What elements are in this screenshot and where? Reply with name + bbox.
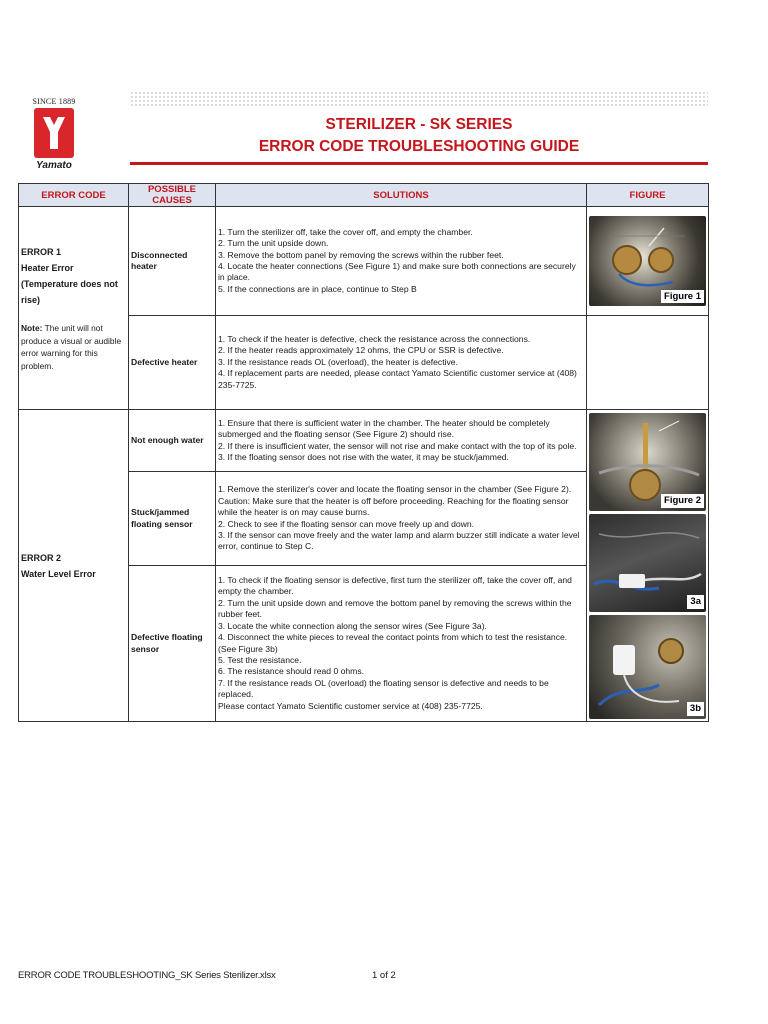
figure-empty-cell [587, 316, 709, 410]
contact-points-photo [589, 615, 706, 719]
heater-connections-photo [589, 216, 706, 306]
solution-step: 1. To check if the floating sensor is defective, first turn the sterilizer off, take the cover off, and empty the chamber. [218, 575, 572, 597]
solution-defective-floating-sensor [216, 566, 587, 722]
solution-step: 3. If the resistance reads OL (overload), the heater is defective. [218, 356, 458, 367]
solution-defective-heater [216, 316, 587, 410]
solution-step: 3. If the sensor can move freely and the water lamp and alarm buzzer still indicate a water level error, continue to Step C. [218, 529, 580, 552]
figure-2-label: Figure 2 [661, 494, 704, 507]
col-header-error-code: ERROR CODE [19, 184, 129, 207]
solution-step: 3. Locate the white connection along the sensor wires (See Figure 3a). [218, 620, 487, 631]
troubleshooting-table [18, 183, 709, 722]
col-header-solutions: SOLUTIONS [216, 184, 587, 207]
logo-wordmark: Yamato [36, 160, 72, 171]
solution-step: 4. If replacement parts are needed, please contact Yamato Scientific customer service at (408) 235-7725. [218, 368, 577, 390]
table-row [19, 410, 709, 472]
yamato-logo [31, 97, 77, 177]
solution-not-enough-water [216, 410, 587, 472]
title-divider [130, 162, 708, 165]
solution-step: Caution: Make sure that the heater is off before proceeding. Reaching for the floating sensor while the heater is on may cause burns. [218, 495, 569, 518]
solution-disconnected-heater [216, 207, 587, 316]
col-header-possible-causes: POSSIBLE CAUSES [129, 184, 216, 207]
solution-step: 1. Turn the sterilizer off, take the cover off, and empty the chamber. [218, 226, 473, 237]
solution-step: 7. If the resistance reads OL (overload) the floating sensor is defective and needs to be replaced. [218, 677, 549, 700]
floating-sensor-photo [589, 413, 706, 511]
title-line-2: ERROR CODE TROUBLESHOOTING GUIDE [258, 138, 580, 155]
error-1-cell [19, 207, 129, 410]
error-1-code: ERROR 1 [21, 247, 62, 257]
note-label: Note: [21, 323, 43, 333]
solution-step: 5. Test the resistance. [218, 654, 302, 665]
solution-step: 3. Remove the bottom panel by removing the screws within the rubber feet. [218, 249, 504, 260]
solution-step: 6. The resistance should read 0 ohms. [218, 666, 365, 677]
cause-defective-heater: Defective heater [129, 316, 216, 410]
figure-3a-label: 3a [687, 595, 704, 608]
page-title [130, 114, 708, 158]
figure-1-cell [587, 207, 709, 316]
cause-stuck-floating-sensor: Stuck/jammed floating sensor [129, 472, 216, 566]
yamato-logo-icon [34, 108, 74, 158]
solution-step: 2. Check to see if the floating sensor can move freely up and down. [218, 518, 475, 529]
cause-defective-floating-sensor: Defective floating sensor [129, 566, 216, 722]
solution-step: 3. If the floating sensor does not rise with the water, it may be stuck/jammed. [218, 451, 509, 462]
figure-1-label: Figure 1 [661, 290, 704, 303]
figure-2-3-cell [587, 410, 709, 722]
solution-step: 2. Turn the unit upside down and remove the bottom panel by removing the screws within the rubber feet. [218, 597, 572, 620]
solution-step: 5. If the connections are in place, continue to Step B [218, 283, 417, 294]
white-connection-photo [589, 514, 706, 612]
table-row [19, 207, 709, 316]
cause-not-enough-water: Not enough water [129, 410, 216, 472]
solution-step: 1. Remove the sterilizer's cover and locate the floating sensor in the chamber (See Figure 2). [218, 484, 572, 495]
error-2-code: ERROR 2 [21, 552, 62, 563]
solution-step: 2. Turn the unit upside down. [218, 238, 329, 249]
solution-step: 1. Ensure that there is sufficient water in the chamber. The heater should be completely submerged and the floating sensor (See Figure 2) should rise. [218, 417, 550, 440]
solution-stuck-floating-sensor [216, 472, 587, 566]
solution-step: 4. Locate the heater connections (See Figure 1) and make sure both connections are securely in place. [218, 261, 576, 283]
solution-step: 2. If the heater reads approximately 12 ohms, the CPU or SSR is defective. [218, 345, 504, 356]
error-2-cell [19, 410, 129, 722]
note-text: The unit will not produce a visual or audible error warning for this problem. [21, 323, 122, 371]
cause-disconnected-heater: Disconnected heater [129, 207, 216, 316]
solution-step: 4. Disconnect the white pieces to reveal the contact points from which to test the resistance. (See Figure 3b) [218, 632, 568, 654]
error-1-note [21, 322, 126, 372]
error-1-description: Heater Error (Temperature does not rise) [21, 263, 118, 305]
title-line-1: STERILIZER - SK SERIES [325, 116, 513, 133]
figure-3b-label: 3b [687, 702, 704, 715]
since-text: SINCE 1889 [32, 97, 76, 106]
solution-step: 1. To check if the heater is defective, check the resistance across the connections. [218, 333, 531, 344]
table-header-row [19, 184, 709, 207]
solution-step: 2. If there is insufficient water, the sensor will not rise and make contact with the top of its pole. [218, 440, 577, 451]
solution-step: Please contact Yamato Scientific customer service at (408) 235-7725. [218, 700, 483, 711]
footer-page-number: 1 of 2 [372, 970, 396, 981]
error-2-description: Water Level Error [21, 568, 96, 579]
footer-filename: ERROR CODE TROUBLESHOOTING_SK Series Sterilizer.xlsx [18, 970, 276, 981]
header-dot-pattern [130, 91, 708, 107]
col-header-figure: FIGURE [587, 184, 709, 207]
